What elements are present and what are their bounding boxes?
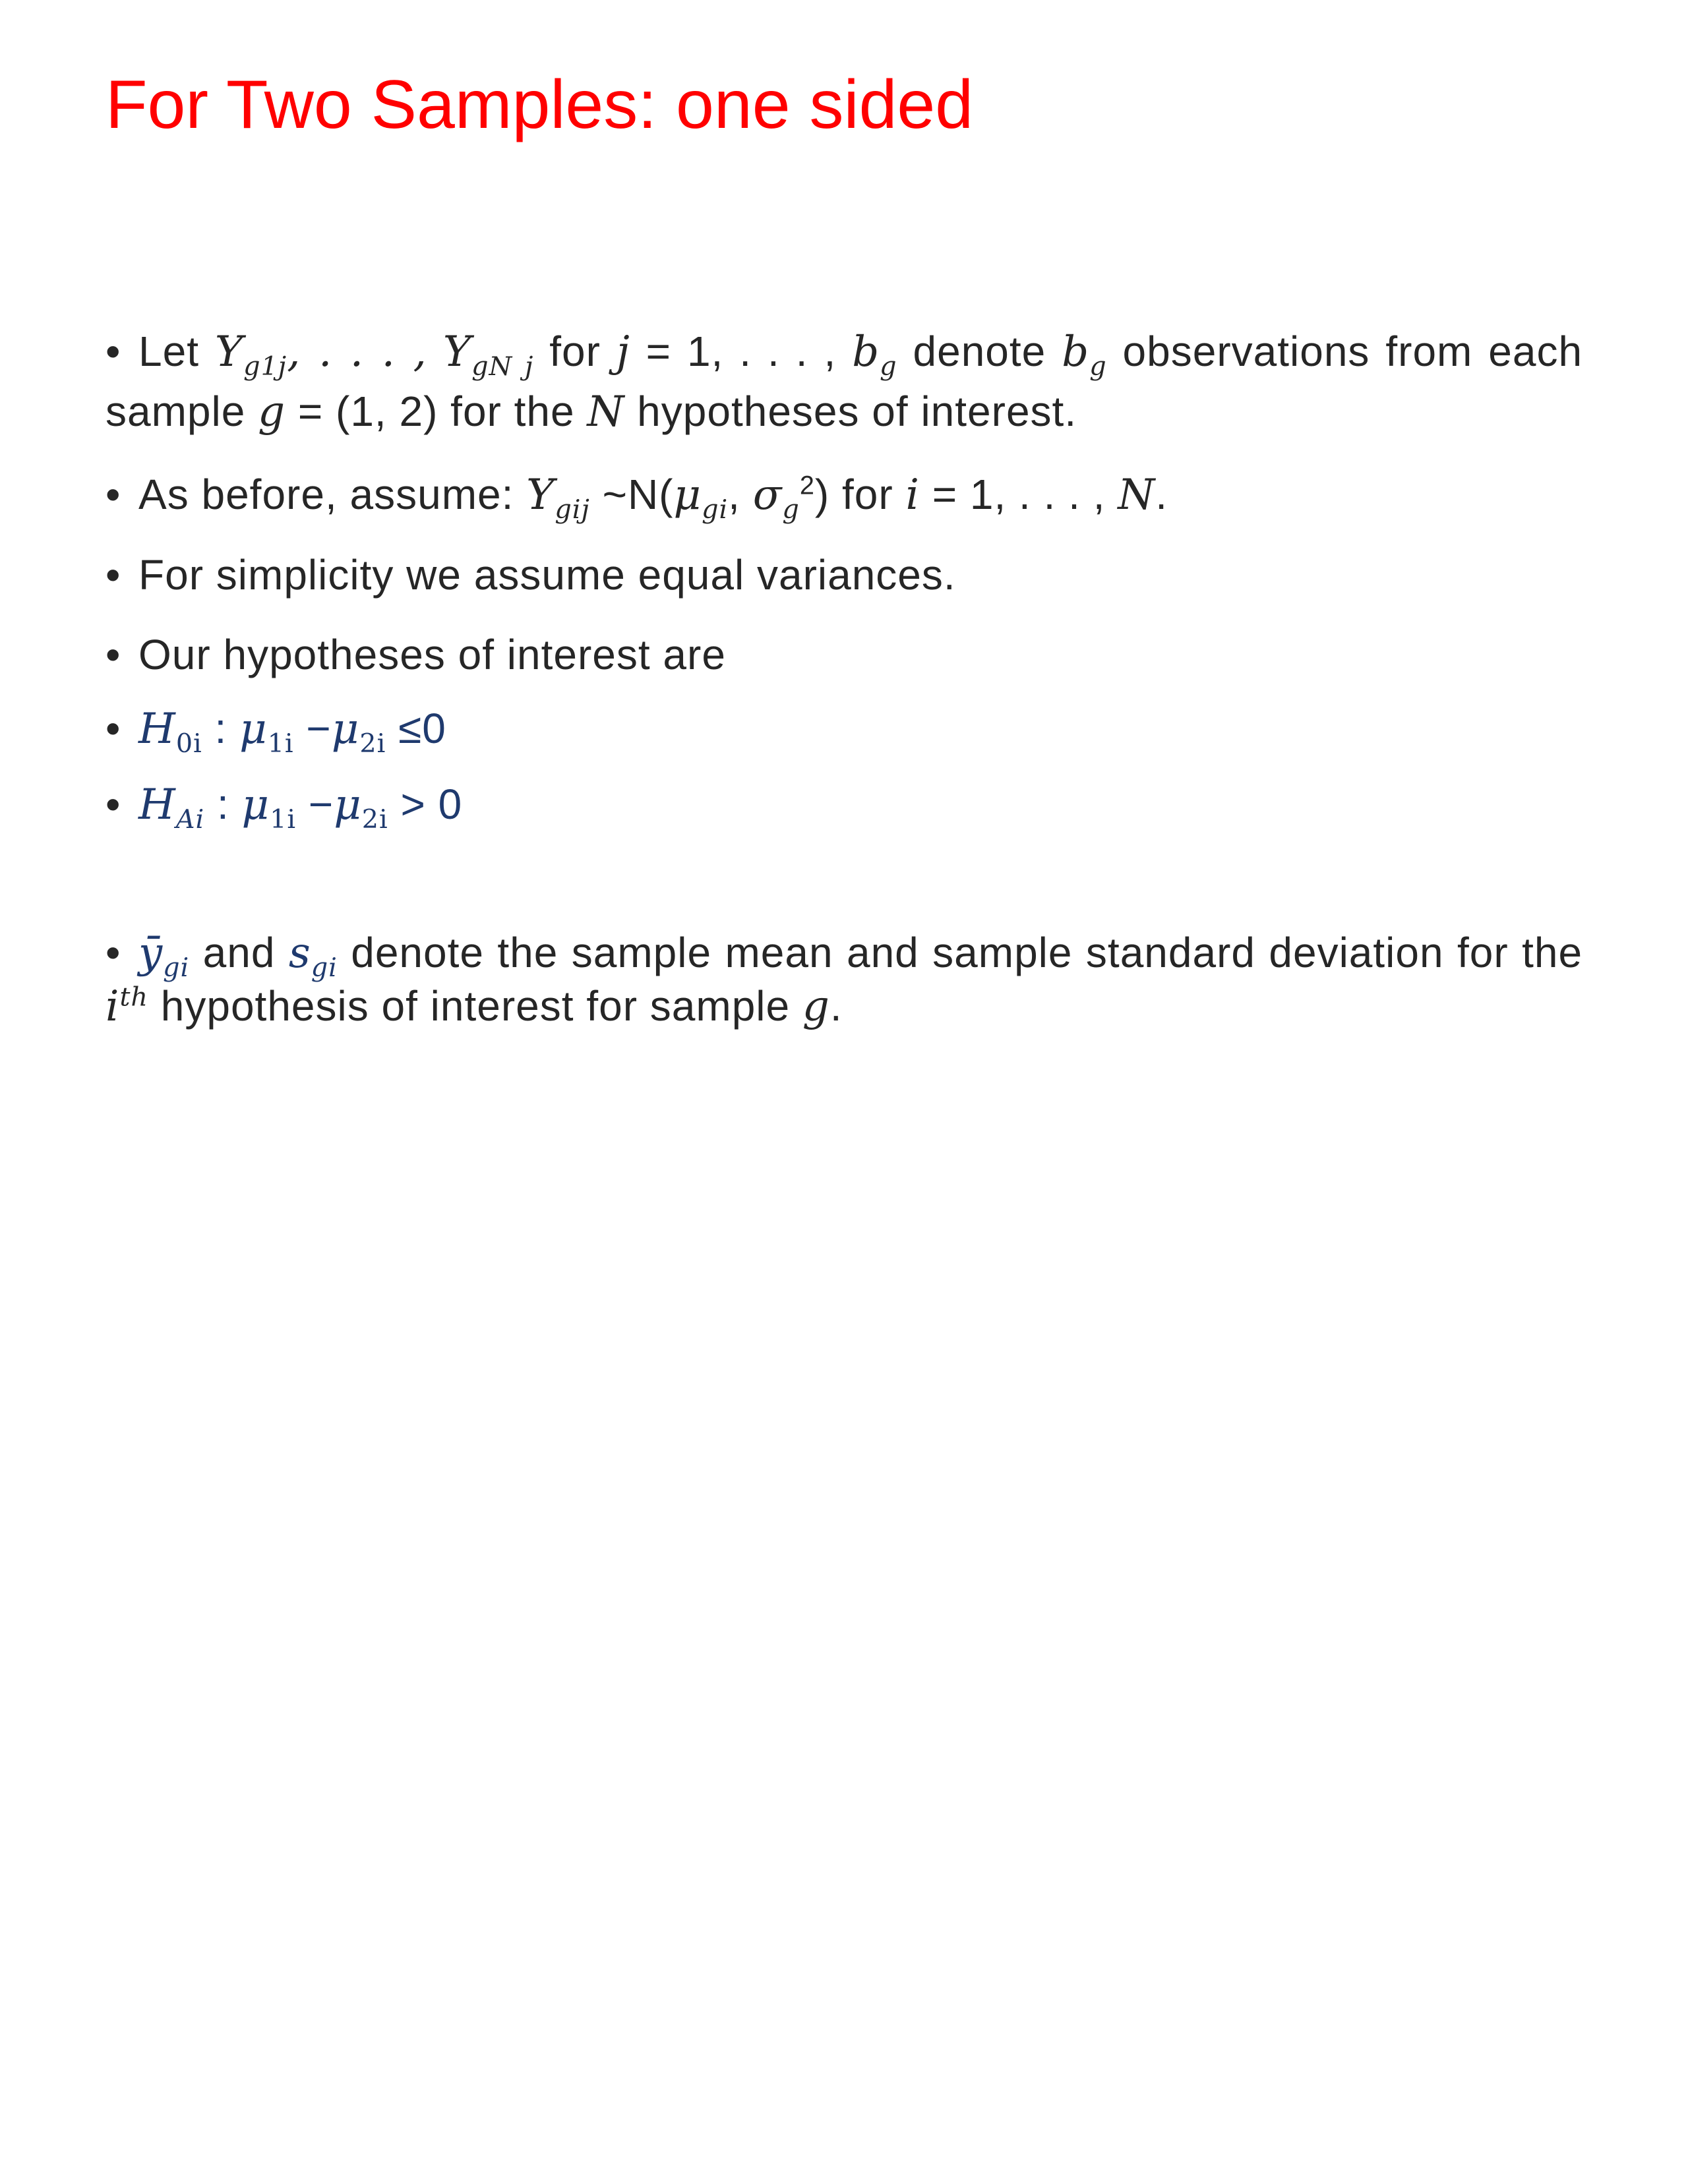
bullet-marker: • <box>106 631 121 678</box>
bullet-marker: • <box>106 781 121 828</box>
bullet-hypotheses-intro: • Our hypotheses of interest are <box>106 625 1582 684</box>
alternative-hypothesis: • $H_{Ai}$ : $\mu_{1i} -\mu_{2i} > 0$ <box>106 775 1582 835</box>
null-hypothesis: • $H_{0i}$ : $\mu_{1i} -\mu_{2i} \le 0$ <box>106 699 1582 759</box>
bullet-marker: • <box>106 551 121 599</box>
bullet-marker: • <box>106 705 121 752</box>
bullet-marker: • <box>106 471 121 518</box>
bullet-equal-variances: • For simplicity we assume equal variances. <box>106 545 1582 605</box>
slide-title: For Two Samples: one sided <box>106 67 974 143</box>
bullet-marker: • <box>106 929 121 976</box>
bullet-observations: • Let $Y_{g1j}$, . . . , $Y_{gN j}$ for j = 1, . . . , $b_g$ denote $b_g$ observations from each sample g = (1, 2) for the N hypotheses of interest. <box>106 322 1582 442</box>
bullet-sample-stats: • $ȳ_{gi}$ and $s_{gi}$ denote the sample mean and sample standard deviation for the $i^{th}$ hypothesis of interest for sample g. <box>106 926 1582 1033</box>
bullet-marker: • <box>106 328 121 375</box>
bullet-assumption: • As before, assume: $Y_{gij}$ $\sim N(\mu_{gi}$, $\sigma_g^2$) for i = 1, . . . , N. <box>106 465 1582 525</box>
